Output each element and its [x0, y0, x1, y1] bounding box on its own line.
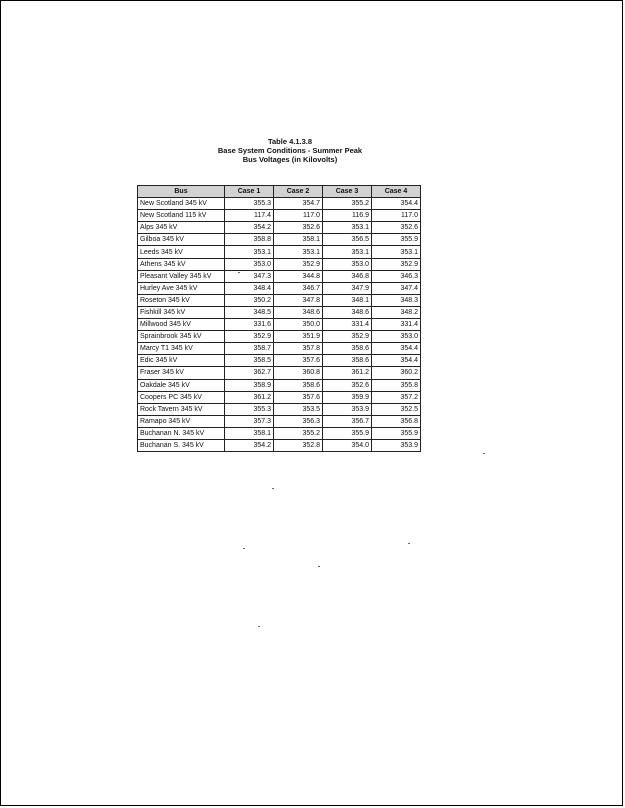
scan-speck: [318, 566, 320, 567]
table-row: [138, 258, 421, 270]
voltage-cell-case-3: 358.6: [323, 355, 372, 367]
voltage-cell-case-4: 354.4: [372, 355, 421, 367]
table-body: [138, 198, 421, 452]
voltage-cell-case-4: 355.9: [372, 427, 421, 439]
voltage-cell-case-1: 358.9: [225, 379, 274, 391]
table-row: [138, 319, 421, 331]
table-row: [138, 343, 421, 355]
table-header-row: [138, 186, 421, 198]
bus-name-cell: Rock Tavern 345 kV: [138, 403, 225, 415]
bus-name-cell: Alps 345 kV: [138, 222, 225, 234]
voltage-cell-case-3: 353.0: [323, 258, 372, 270]
bus-name-cell: Oakdale 345 kV: [138, 379, 225, 391]
voltage-cell-case-4: 357.2: [372, 391, 421, 403]
voltage-cell-case-4: 346.3: [372, 270, 421, 282]
voltage-cell-case-1: 358.8: [225, 234, 274, 246]
header-case-2: Case 2: [274, 186, 323, 198]
voltage-cell-case-4: 352.6: [372, 222, 421, 234]
table-row: [138, 198, 421, 210]
voltage-cell-case-3: 353.9: [323, 403, 372, 415]
voltage-cell-case-4: 360.2: [372, 367, 421, 379]
voltage-cell-case-3: 348.1: [323, 294, 372, 306]
voltage-cell-case-1: 347.3: [225, 270, 274, 282]
header-bus: Bus: [138, 186, 225, 198]
table-row: [138, 282, 421, 294]
header-case-4: Case 4: [372, 186, 421, 198]
voltage-cell-case-4: 354.4: [372, 343, 421, 355]
scan-speck: [243, 548, 245, 549]
table-caption: Base System Conditions - Summer Peak: [217, 146, 363, 155]
scan-speck: [238, 272, 240, 273]
table-row: [138, 439, 421, 451]
bus-name-cell: Buchanan S. 345 kV: [138, 439, 225, 451]
bus-name-cell: Millwood 345 kV: [138, 319, 225, 331]
voltage-cell-case-4: 354.4: [372, 198, 421, 210]
table-title: [190, 137, 390, 164]
voltage-cell-case-2: 356.3: [274, 415, 323, 427]
bus-name-cell: Athens 345 kV: [138, 258, 225, 270]
voltage-cell-case-1: 354.2: [225, 222, 274, 234]
table-subcaption: Bus Voltages (in Kilovolts): [242, 155, 338, 164]
bus-name-cell: Sprainbrook 345 kV: [138, 331, 225, 343]
voltage-cell-case-4: 353.0: [372, 331, 421, 343]
voltage-cell-case-2: 354.7: [274, 198, 323, 210]
voltage-cell-case-2: 357.8: [274, 343, 323, 355]
voltage-cell-case-1: 348.4: [225, 282, 274, 294]
voltage-cell-case-1: 358.5: [225, 355, 274, 367]
voltage-cell-case-3: 353.1: [323, 246, 372, 258]
table-row: [138, 246, 421, 258]
voltage-cell-case-4: 352.5: [372, 403, 421, 415]
voltage-cell-case-2: 360.8: [274, 367, 323, 379]
scan-speck: [272, 488, 274, 489]
bus-name-cell: Fishkill 345 kV: [138, 306, 225, 318]
voltage-cell-case-1: 348.5: [225, 306, 274, 318]
scan-speck: [408, 543, 410, 544]
voltage-cell-case-2: 358.6: [274, 379, 323, 391]
voltage-cell-case-1: 355.3: [225, 198, 274, 210]
table-row: [138, 427, 421, 439]
bus-name-cell: Edic 345 kV: [138, 355, 225, 367]
bus-name-cell: Roseton 345 kV: [138, 294, 225, 306]
bus-name-cell: New Scotland 115 kV: [138, 210, 225, 222]
bus-name-cell: Ramapo 345 kV: [138, 415, 225, 427]
voltage-cell-case-4: 353.1: [372, 246, 421, 258]
voltage-cell-case-2: 357.6: [274, 355, 323, 367]
voltage-cell-case-2: 352.6: [274, 222, 323, 234]
table-row: [138, 210, 421, 222]
table-row: [138, 294, 421, 306]
voltage-cell-case-1: 117.4: [225, 210, 274, 222]
table-row: [138, 355, 421, 367]
bus-voltage-table: [137, 185, 421, 452]
voltage-cell-case-3: 355.2: [323, 198, 372, 210]
voltage-cell-case-3: 359.9: [323, 391, 372, 403]
voltage-cell-case-1: 352.9: [225, 331, 274, 343]
voltage-cell-case-3: 347.9: [323, 282, 372, 294]
bus-name-cell: Pleasant Valley 345 kV: [138, 270, 225, 282]
voltage-cell-case-4: 353.9: [372, 439, 421, 451]
table-row: [138, 391, 421, 403]
table-row: [138, 379, 421, 391]
voltage-cell-case-2: 357.6: [274, 391, 323, 403]
voltage-cell-case-4: 348.2: [372, 306, 421, 318]
bus-name-cell: Marcy T1 345 kV: [138, 343, 225, 355]
voltage-cell-case-3: 116.9: [323, 210, 372, 222]
voltage-cell-case-2: 352.8: [274, 439, 323, 451]
table-row: [138, 403, 421, 415]
voltage-cell-case-3: 348.6: [323, 306, 372, 318]
bus-name-cell: Buchanan N. 345 kV: [138, 427, 225, 439]
voltage-cell-case-2: 351.9: [274, 331, 323, 343]
voltage-cell-case-2: 347.8: [274, 294, 323, 306]
bus-name-cell: Gilboa 345 kV: [138, 234, 225, 246]
voltage-cell-case-2: 344.8: [274, 270, 323, 282]
voltage-cell-case-3: 361.2: [323, 367, 372, 379]
table-row: [138, 415, 421, 427]
voltage-cell-case-4: 352.9: [372, 258, 421, 270]
voltage-cell-case-4: 117.0: [372, 210, 421, 222]
scan-speck: [258, 626, 260, 627]
bus-name-cell: Coopers PC 345 kV: [138, 391, 225, 403]
voltage-cell-case-4: 355.8: [372, 379, 421, 391]
scan-speck: [483, 453, 485, 454]
voltage-cell-case-3: 331.4: [323, 319, 372, 331]
voltage-cell-case-4: 355.9: [372, 234, 421, 246]
voltage-cell-case-3: 352.6: [323, 379, 372, 391]
voltage-cell-case-3: 358.6: [323, 343, 372, 355]
voltage-cell-case-2: 352.9: [274, 258, 323, 270]
voltage-cell-case-3: 346.8: [323, 270, 372, 282]
bus-name-cell: Fraser 345 kV: [138, 367, 225, 379]
voltage-cell-case-3: 355.9: [323, 427, 372, 439]
voltage-cell-case-1: 350.2: [225, 294, 274, 306]
table-row: [138, 270, 421, 282]
voltage-cell-case-1: 357.3: [225, 415, 274, 427]
header-case-1: Case 1: [225, 186, 274, 198]
voltage-cell-case-3: 354.0: [323, 439, 372, 451]
voltage-cell-case-2: 348.6: [274, 306, 323, 318]
table-row: [138, 367, 421, 379]
table-row: [138, 306, 421, 318]
voltage-cell-case-1: 353.1: [225, 246, 274, 258]
voltage-cell-case-3: 356.5: [323, 234, 372, 246]
voltage-cell-case-3: 353.1: [323, 222, 372, 234]
voltage-cell-case-2: 353.5: [274, 403, 323, 415]
voltage-cell-case-2: 358.1: [274, 234, 323, 246]
voltage-cell-case-3: 356.7: [323, 415, 372, 427]
voltage-cell-case-2: 350.0: [274, 319, 323, 331]
voltage-cell-case-1: 361.2: [225, 391, 274, 403]
voltage-cell-case-4: 348.3: [372, 294, 421, 306]
voltage-cell-case-1: 358.1: [225, 427, 274, 439]
bus-name-cell: Hurley Ave 345 kV: [138, 282, 225, 294]
voltage-cell-case-4: 331.4: [372, 319, 421, 331]
voltage-cell-case-1: 362.7: [225, 367, 274, 379]
voltage-cell-case-1: 355.3: [225, 403, 274, 415]
table-row: [138, 234, 421, 246]
table-row: [138, 331, 421, 343]
table-number: Table 4.1.3.8: [267, 137, 313, 146]
voltage-cell-case-1: 358.7: [225, 343, 274, 355]
voltage-cell-case-1: 354.2: [225, 439, 274, 451]
bus-name-cell: Leeds 345 kV: [138, 246, 225, 258]
table-row: [138, 222, 421, 234]
voltage-cell-case-1: 353.0: [225, 258, 274, 270]
voltage-cell-case-2: 346.7: [274, 282, 323, 294]
voltage-cell-case-4: 347.4: [372, 282, 421, 294]
voltage-cell-case-2: 355.2: [274, 427, 323, 439]
header-case-3: Case 3: [323, 186, 372, 198]
voltage-cell-case-3: 352.9: [323, 331, 372, 343]
voltage-cell-case-2: 353.1: [274, 246, 323, 258]
voltage-cell-case-4: 356.8: [372, 415, 421, 427]
voltage-cell-case-2: 117.0: [274, 210, 323, 222]
bus-name-cell: New Scotland 345 kV: [138, 198, 225, 210]
voltage-cell-case-1: 331.6: [225, 319, 274, 331]
